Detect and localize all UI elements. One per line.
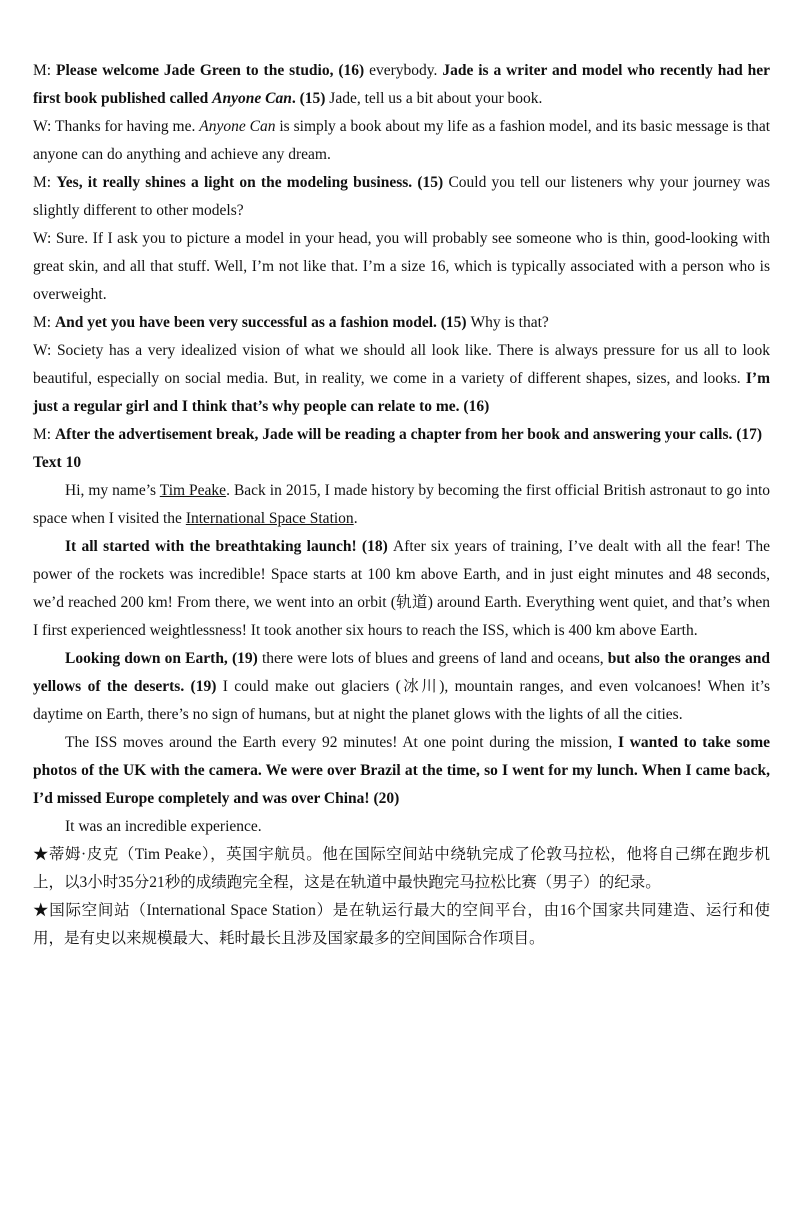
- dialog-line-m2: [33, 169, 770, 225]
- text-run: Yes, it really shines a light on the modeling business. (15): [56, 174, 449, 191]
- text-run: . Back in 2015, I made history by becoming the first official British astronaut to go into space when I visited the: [33, 482, 771, 527]
- text-run: International Space Station: [185, 510, 354, 527]
- text-run: but also the oranges and yellows of the deserts. (19): [33, 650, 770, 695]
- text-run: Tim Peake: [159, 482, 227, 499]
- text-run: .: [353, 510, 358, 527]
- text-run: is simply a book about my life as a fashion model, and its basic message is that anyone can do anything and achieve any dream.: [33, 118, 770, 163]
- text-run: After six years of training, I’ve dealt with all the fear! The power of the rockets was incredible! Space starts at 100 km above Earth, and in just eight minutes and 48 seconds, we’d reached 200 km! From there, we went into an orbit (轨道) around Earth. Everything went quiet, and that’s when I first experienced weightlessness! It took another six hours to reach the ISS, which is 400 km above Earth.: [33, 538, 770, 639]
- dialog-line-m1: [33, 57, 770, 113]
- text-run: The ISS moves around the Earth every 92 minutes! At one point during the mission,: [65, 734, 618, 751]
- text-run: I wanted to take some photos of the UK with the camera. We were over Brazil at the time, so I went for my lunch. When I came back, I’d missed Europe completely and was over China! (20): [33, 734, 771, 807]
- text-run: there were lots of blues and greens of land and oceans,: [261, 650, 608, 667]
- text-run: ★国际空间站（International Space Station）是在轨运行最大的空间平台，由16个国家共同建造、运行和使用，是有史以来规模最大、耗时最长且涉及国家最多的空间国际合作项目。: [33, 902, 770, 947]
- note-tim-peake: [33, 841, 770, 897]
- text-run: W: Sure. If I ask you to picture a model in your head, you will probably see someone who is thin, good-looking with great skin, and all that stuff. Well, I’m not like that. I’m a size 16, which is typically associated with a person who is overweight.: [33, 230, 770, 303]
- text-run: Jade, tell us a bit about your book.: [329, 90, 543, 107]
- text10-para-1: [33, 477, 770, 533]
- text-run: Anyone Can: [199, 118, 276, 135]
- text-run: Jade is a writer and model who recently had her first book published called: [33, 62, 771, 107]
- text10-para-4: [33, 729, 770, 813]
- dialog-line-m3: [33, 309, 770, 337]
- text-run: Hi, my name’s: [65, 482, 160, 499]
- dialog-line-m4: [33, 421, 770, 449]
- text-run: Why is that?: [470, 314, 549, 331]
- text-run: It was an incredible experience.: [65, 818, 262, 835]
- text-run: M:: [33, 174, 57, 191]
- note-iss: [33, 897, 770, 953]
- text10-para-5: [33, 813, 770, 841]
- text-run: Could you tell our listeners why your journey was slightly different to other models?: [33, 174, 770, 219]
- text-run: W: Society has a very idealized vision of what we should all look like. There is always pressure for us all to look beautiful, especially on social media. But, in reality, we come in a variety of different shapes, sizes, and looks.: [33, 342, 770, 387]
- text-run: M:: [33, 62, 56, 79]
- text-run: W: Thanks for having me.: [33, 118, 200, 135]
- dialog-line-w1: [33, 113, 770, 169]
- text-run: I’m just a regular girl and I think that’s why people can relate to me. (16): [33, 370, 770, 415]
- text10-heading: [33, 449, 770, 477]
- text10-para-3: [33, 645, 770, 729]
- transcript-content: [33, 57, 770, 953]
- text-run: . (15): [291, 90, 330, 107]
- text-run: everybody.: [369, 62, 443, 79]
- text-run: M:: [33, 314, 55, 331]
- dialog-line-w3: [33, 337, 770, 421]
- text-run: M:: [33, 426, 55, 443]
- text-run: It all started with the breathtaking launch! (18): [65, 538, 394, 555]
- text10-para-2: [33, 533, 770, 645]
- text-run: Text 10: [33, 454, 82, 471]
- dialog-line-w2: [33, 225, 770, 309]
- text-run: And yet you have been very successful as a fashion model. (15): [54, 314, 471, 331]
- text-run: Please welcome Jade Green to the studio, (16): [56, 62, 370, 79]
- text-run: Anyone Can: [212, 90, 292, 107]
- text-run: After the advertisement break, Jade will be reading a chapter from her book and answering your calls. (17): [54, 426, 763, 443]
- text-run: ★蒂姆·皮克（Tim Peake），英国宇航员。他在国际空间站中绕轨完成了伦敦马拉松，他将自己绑在跑步机上，以3小时35分21秒的成绩跑完全程，这是在轨道中最快跑完马拉松比赛（男子）的纪录。: [33, 846, 770, 891]
- text-run: Looking down on Earth, (19): [65, 650, 262, 667]
- text-run: I could make out glaciers (冰川), mountain ranges, and even volcanoes! When it’s daytime on Earth, there’s no sign of humans, but at night the planet glows with the lights of all the cities.: [33, 678, 770, 723]
